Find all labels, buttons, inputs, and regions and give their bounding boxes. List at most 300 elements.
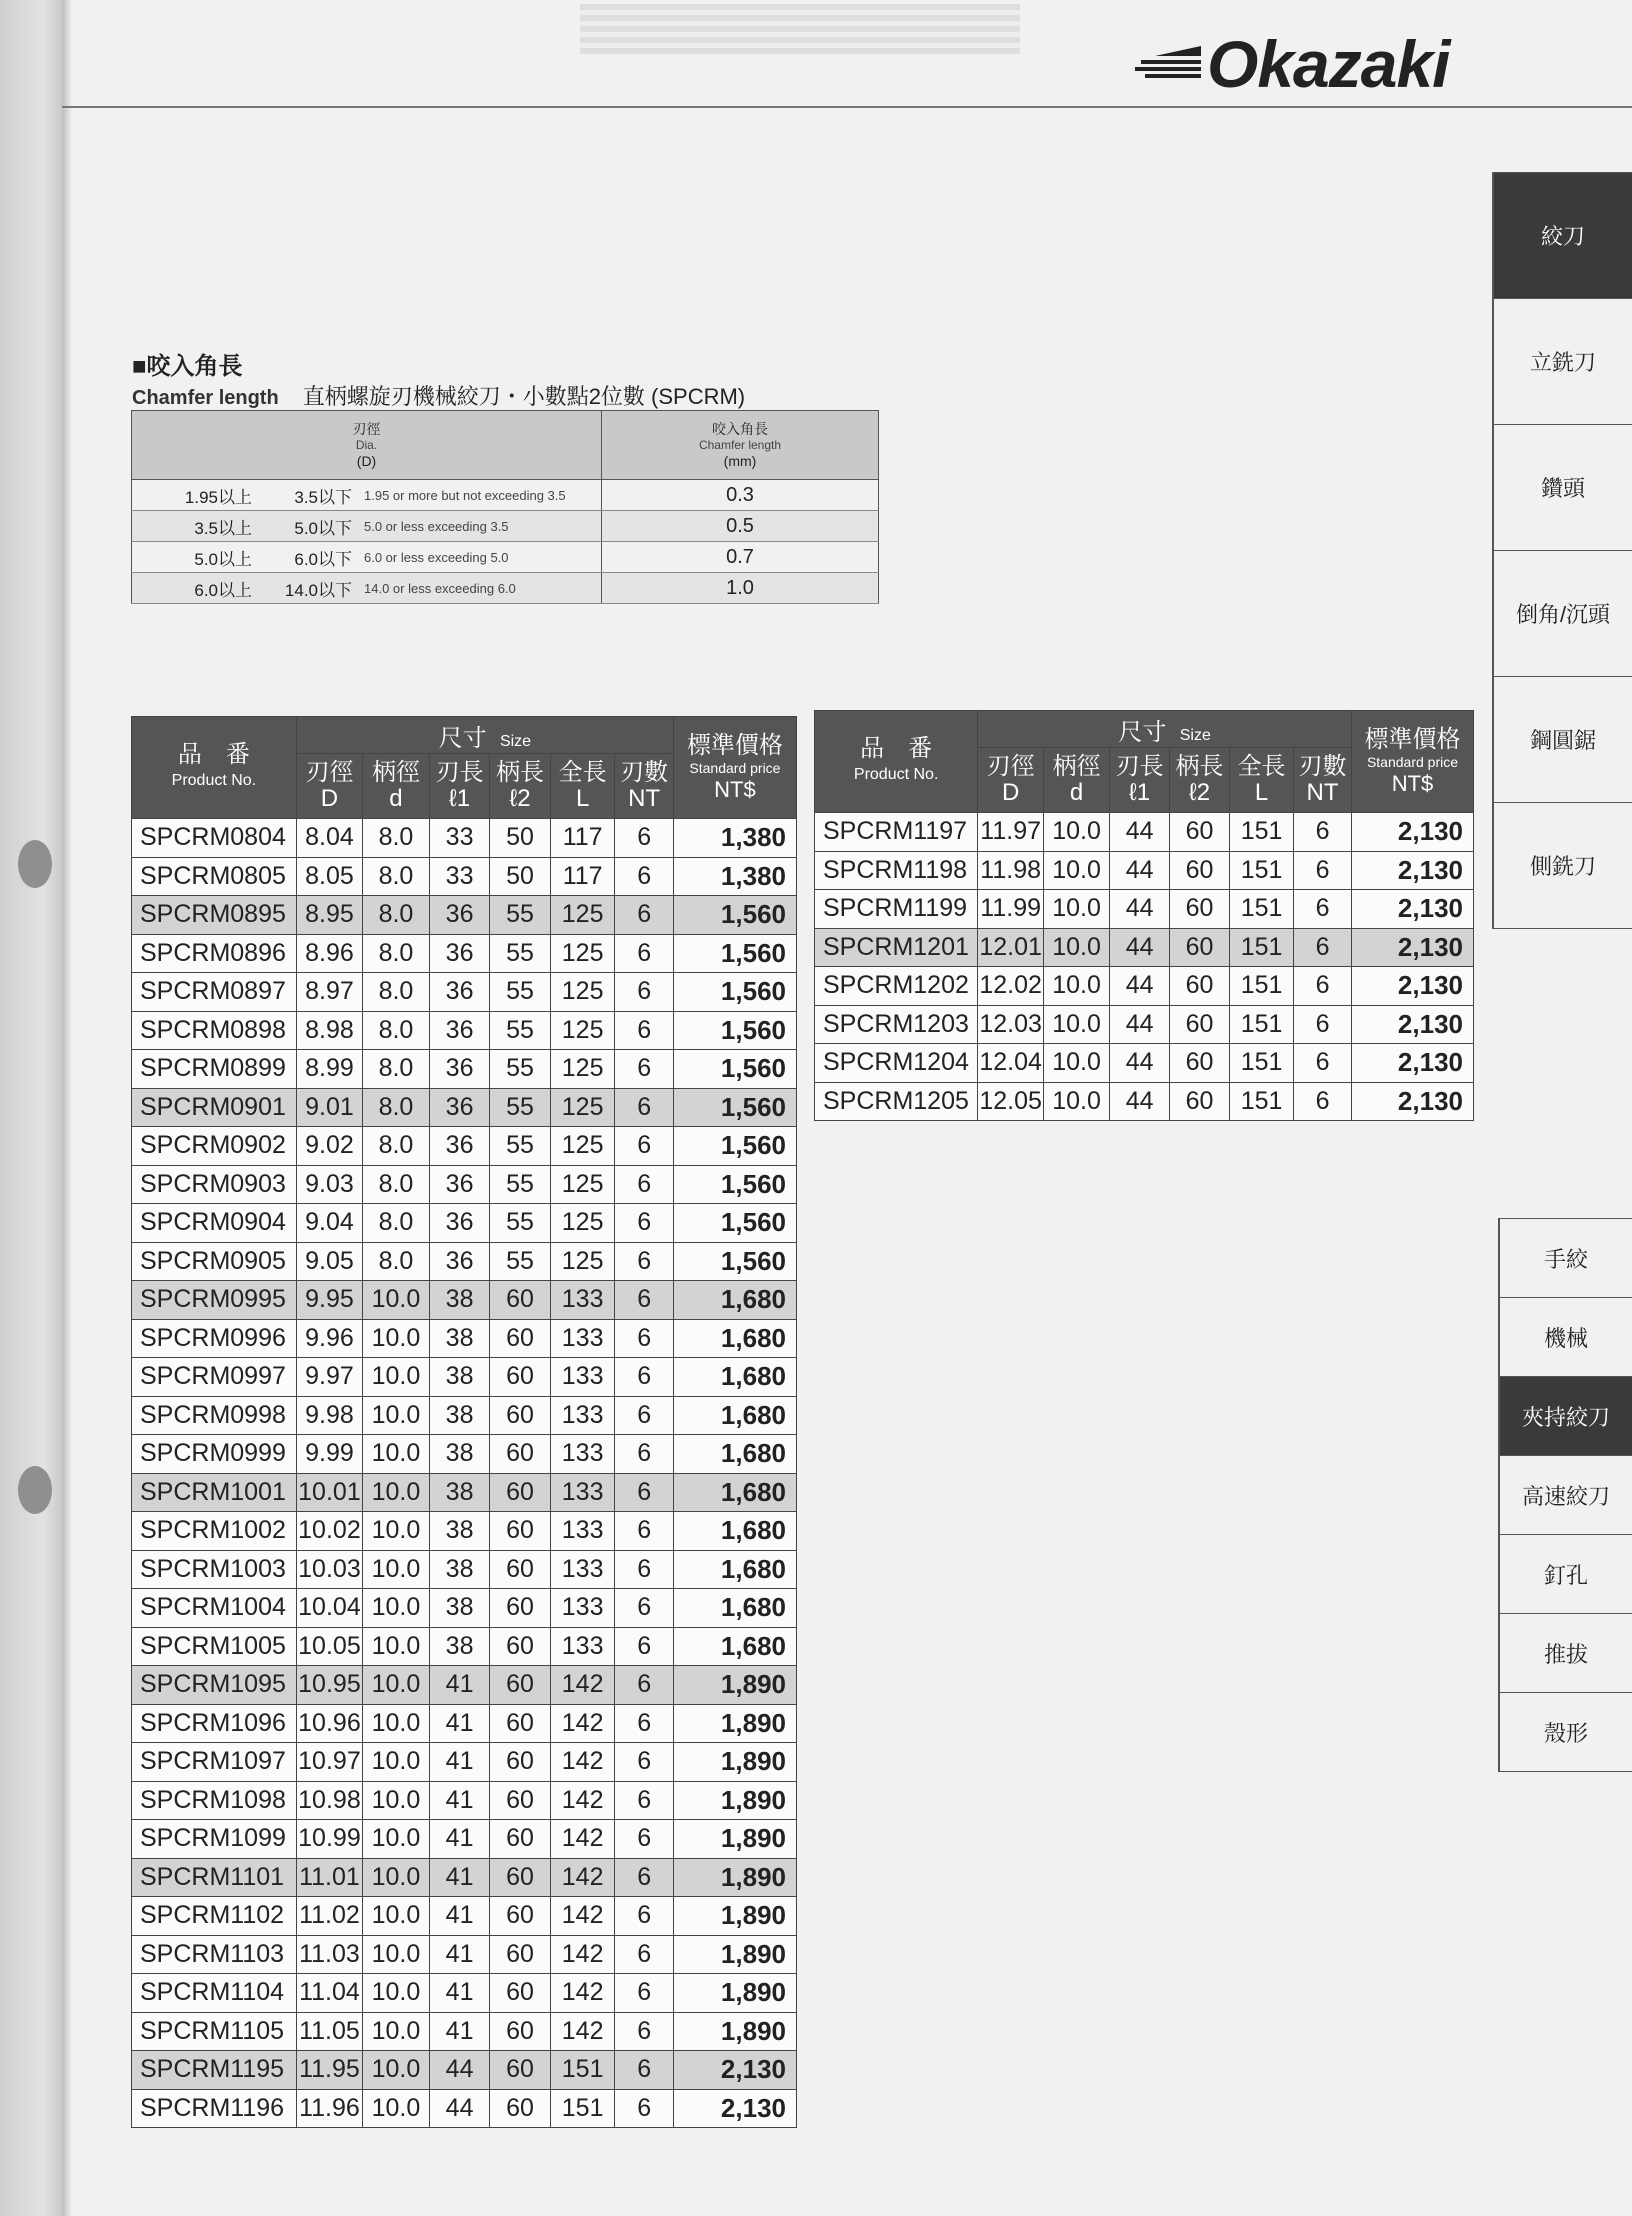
chamfer-value: 0.3 xyxy=(602,480,879,511)
chamfer-row xyxy=(132,480,879,511)
cell-price: 1,890 xyxy=(673,1897,796,1936)
cell-dia-D: 12.01 xyxy=(978,928,1044,967)
table-row xyxy=(132,2051,797,2090)
cell-shank-d: 10.0 xyxy=(363,1358,430,1397)
cell-overall-L: 151 xyxy=(1230,967,1294,1006)
cell-flutes-NT: 6 xyxy=(615,1319,673,1358)
cell-flute-l1: 36 xyxy=(429,1088,489,1127)
cell-price: 1,560 xyxy=(673,1204,796,1243)
cell-flute-l1: 44 xyxy=(1110,928,1170,967)
table-row xyxy=(132,1820,797,1859)
table-row xyxy=(815,1005,1474,1044)
cell-product-no: SPCRM0995 xyxy=(132,1281,297,1320)
cell-dia-D: 8.98 xyxy=(296,1011,362,1050)
cell-product-no: SPCRM1104 xyxy=(132,1974,297,2013)
cell-price: 2,130 xyxy=(1351,928,1473,967)
cell-shank-l2: 60 xyxy=(490,1512,550,1551)
cell-shank-l2: 55 xyxy=(490,1011,550,1050)
cell-product-no: SPCRM1097 xyxy=(132,1743,297,1782)
cell-dia-D: 9.03 xyxy=(296,1165,362,1204)
cell-price: 1,890 xyxy=(673,1974,796,2013)
cell-overall-L: 151 xyxy=(1230,813,1294,852)
cell-flutes-NT: 6 xyxy=(615,857,673,896)
cell-shank-l2: 60 xyxy=(490,1781,550,1820)
table-row xyxy=(132,1396,797,1435)
cell-product-no: SPCRM1204 xyxy=(815,1044,978,1083)
header-col: 刃徑 D xyxy=(978,748,1044,813)
cell-flute-l1: 38 xyxy=(429,1281,489,1320)
chamfer-row xyxy=(132,573,879,604)
cell-shank-d: 10.0 xyxy=(363,1589,430,1628)
cell-shank-l2: 60 xyxy=(490,1627,550,1666)
cell-dia-D: 10.99 xyxy=(296,1820,362,1859)
side-tab[interactable]: 倒角/沉頭 xyxy=(1492,551,1632,677)
cell-product-no: SPCRM0897 xyxy=(132,973,297,1012)
cell-dia-D: 11.05 xyxy=(296,2012,362,2051)
binder-hole xyxy=(18,840,52,888)
cell-price: 1,560 xyxy=(673,1088,796,1127)
cell-flutes-NT: 6 xyxy=(615,1550,673,1589)
cell-flute-l1: 44 xyxy=(1110,1082,1170,1121)
cell-shank-l2: 60 xyxy=(490,1396,550,1435)
header-col: 刃數 NT xyxy=(615,754,673,819)
header-chamfer-length: 咬入角長 Chamfer length (mm) xyxy=(602,411,879,480)
cell-overall-L: 142 xyxy=(550,1935,615,1974)
cell-product-no: SPCRM1197 xyxy=(815,813,978,852)
range-to: 5.0以下 xyxy=(294,518,352,538)
cell-dia-D: 9.99 xyxy=(296,1435,362,1474)
header-col: 刃長 ℓ1 xyxy=(1110,748,1170,813)
table-row xyxy=(132,1550,797,1589)
cell-dia-D: 9.98 xyxy=(296,1396,362,1435)
subtitle-zh: 直柄螺旋刃機械絞刀・小數點2位數 (SPCRM) xyxy=(302,384,746,409)
side-tab[interactable]: 手絞 xyxy=(1498,1218,1632,1298)
cell-overall-L: 151 xyxy=(1230,851,1294,890)
cell-price: 2,130 xyxy=(1351,890,1473,929)
cell-shank-d: 10.0 xyxy=(363,1512,430,1551)
cell-shank-d: 8.0 xyxy=(363,857,430,896)
side-tab[interactable]: 夾持絞刀 xyxy=(1498,1377,1632,1456)
cell-product-no: SPCRM1103 xyxy=(132,1935,297,1974)
cell-price: 1,680 xyxy=(673,1512,796,1551)
cell-flute-l1: 41 xyxy=(429,1666,489,1705)
cell-overall-L: 142 xyxy=(550,1666,615,1705)
cell-overall-L: 133 xyxy=(550,1319,615,1358)
header-col: 柄長 ℓ2 xyxy=(490,754,550,819)
cell-dia-D: 11.03 xyxy=(296,1935,362,1974)
header-col: 柄長 ℓ2 xyxy=(1170,748,1230,813)
table-row xyxy=(132,973,797,1012)
cell-product-no: SPCRM0899 xyxy=(132,1050,297,1089)
cell-product-no: SPCRM1095 xyxy=(132,1666,297,1705)
cell-shank-d: 10.0 xyxy=(363,1820,430,1859)
cell-shank-l2: 60 xyxy=(490,1666,550,1705)
header-product-no: 品 番 Product No. xyxy=(132,717,297,819)
cell-flutes-NT: 6 xyxy=(1294,890,1352,929)
cell-shank-l2: 60 xyxy=(1170,1044,1230,1083)
table-row xyxy=(132,1858,797,1897)
cell-overall-L: 151 xyxy=(1230,1005,1294,1044)
range-en: 5.0 or less exceeding 3.5 xyxy=(364,518,509,534)
cell-product-no: SPCRM0904 xyxy=(132,1204,297,1243)
cell-overall-L: 142 xyxy=(550,1820,615,1859)
cell-price: 2,130 xyxy=(673,2051,796,2090)
cell-flute-l1: 41 xyxy=(429,1935,489,1974)
table-row xyxy=(815,967,1474,1006)
cell-overall-L: 142 xyxy=(550,1858,615,1897)
cell-flute-l1: 44 xyxy=(1110,1005,1170,1044)
cell-dia-D: 9.96 xyxy=(296,1319,362,1358)
cell-flute-l1: 41 xyxy=(429,1897,489,1936)
cell-price: 1,890 xyxy=(673,1935,796,1974)
cell-shank-d: 10.0 xyxy=(363,1781,430,1820)
cell-product-no: SPCRM1202 xyxy=(815,967,978,1006)
cell-product-no: SPCRM1001 xyxy=(132,1473,297,1512)
cell-flute-l1: 44 xyxy=(1110,813,1170,852)
cell-flute-l1: 36 xyxy=(429,973,489,1012)
cell-shank-l2: 60 xyxy=(1170,851,1230,890)
cell-shank-l2: 60 xyxy=(490,1858,550,1897)
cell-shank-d: 8.0 xyxy=(363,1050,430,1089)
cell-overall-L: 133 xyxy=(550,1589,615,1628)
cell-flutes-NT: 6 xyxy=(615,1704,673,1743)
cell-flutes-NT: 6 xyxy=(1294,928,1352,967)
cell-flute-l1: 44 xyxy=(1110,890,1170,929)
cell-flute-l1: 38 xyxy=(429,1550,489,1589)
cell-flute-l1: 41 xyxy=(429,1820,489,1859)
cell-dia-D: 12.02 xyxy=(978,967,1044,1006)
cell-shank-l2: 60 xyxy=(490,1319,550,1358)
cell-price: 1,560 xyxy=(673,973,796,1012)
side-tab[interactable]: 鑽頭 xyxy=(1492,425,1632,551)
side-tab[interactable]: 釘孔 xyxy=(1498,1535,1632,1614)
cell-shank-l2: 55 xyxy=(490,1242,550,1281)
cell-overall-L: 125 xyxy=(550,1127,615,1166)
range-from: 3.5以上 xyxy=(194,518,252,538)
table-row xyxy=(815,928,1474,967)
table-row xyxy=(132,2012,797,2051)
cell-flute-l1: 33 xyxy=(429,857,489,896)
cell-flutes-NT: 6 xyxy=(615,1666,673,1705)
cell-shank-l2: 60 xyxy=(490,1935,550,1974)
table-row xyxy=(815,1044,1474,1083)
cell-shank-d: 10.0 xyxy=(1044,890,1110,929)
header-col: 柄徑 d xyxy=(1044,748,1110,813)
cell-price: 1,560 xyxy=(673,1242,796,1281)
table-row xyxy=(815,851,1474,890)
cell-shank-d: 10.0 xyxy=(363,1319,430,1358)
table-row xyxy=(132,1165,797,1204)
header-col: 柄徑 d xyxy=(363,754,430,819)
cell-flute-l1: 38 xyxy=(429,1512,489,1551)
cell-shank-d: 8.0 xyxy=(363,973,430,1012)
cell-dia-D: 8.96 xyxy=(296,934,362,973)
cell-overall-L: 151 xyxy=(1230,1082,1294,1121)
cell-product-no: SPCRM1098 xyxy=(132,1781,297,1820)
cell-dia-D: 10.98 xyxy=(296,1781,362,1820)
cell-product-no: SPCRM1099 xyxy=(132,1820,297,1859)
cell-shank-d: 10.0 xyxy=(363,1743,430,1782)
cell-price: 1,680 xyxy=(673,1473,796,1512)
cell-shank-d: 8.0 xyxy=(363,819,430,858)
cell-price: 2,130 xyxy=(1351,1005,1473,1044)
cell-flute-l1: 36 xyxy=(429,1011,489,1050)
cell-overall-L: 117 xyxy=(550,819,615,858)
table-row xyxy=(815,1082,1474,1121)
cell-flutes-NT: 6 xyxy=(615,2012,673,2051)
table-row xyxy=(132,1589,797,1628)
cell-shank-l2: 60 xyxy=(490,1550,550,1589)
cell-shank-d: 10.0 xyxy=(363,1704,430,1743)
cell-flutes-NT: 6 xyxy=(615,1396,673,1435)
table-row xyxy=(132,1704,797,1743)
cell-flute-l1: 36 xyxy=(429,896,489,935)
cell-overall-L: 142 xyxy=(550,2012,615,2051)
cell-flutes-NT: 6 xyxy=(615,1858,673,1897)
cell-flutes-NT: 6 xyxy=(1294,1044,1352,1083)
cell-dia-D: 12.05 xyxy=(978,1082,1044,1121)
table-row xyxy=(132,1281,797,1320)
header-col: 刃數 NT xyxy=(1294,748,1352,813)
side-tab[interactable]: 立銑刀 xyxy=(1492,299,1632,425)
side-tab[interactable]: 高速絞刀 xyxy=(1498,1456,1632,1535)
chamfer-value: 1.0 xyxy=(602,573,879,604)
cell-product-no: SPCRM0898 xyxy=(132,1011,297,1050)
cell-flutes-NT: 6 xyxy=(615,1088,673,1127)
cell-price: 1,680 xyxy=(673,1589,796,1628)
cell-dia-D: 10.01 xyxy=(296,1473,362,1512)
cell-product-no: SPCRM1203 xyxy=(815,1005,978,1044)
product-table-left xyxy=(131,716,797,2128)
cell-product-no: SPCRM1102 xyxy=(132,1897,297,1936)
table-row xyxy=(132,1974,797,2013)
cell-product-no: SPCRM1096 xyxy=(132,1704,297,1743)
side-tab[interactable]: 鋼圓鋸 xyxy=(1492,677,1632,803)
cell-flutes-NT: 6 xyxy=(615,1281,673,1320)
cell-product-no: SPCRM1101 xyxy=(132,1858,297,1897)
cell-flutes-NT: 6 xyxy=(615,1781,673,1820)
cell-dia-D: 9.05 xyxy=(296,1242,362,1281)
cell-overall-L: 133 xyxy=(550,1473,615,1512)
cell-shank-d: 10.0 xyxy=(363,2051,430,2090)
table-row xyxy=(132,2089,797,2128)
cell-flute-l1: 38 xyxy=(429,1589,489,1628)
cell-flute-l1: 36 xyxy=(429,1242,489,1281)
cell-flutes-NT: 6 xyxy=(615,1897,673,1936)
side-tab[interactable]: 機械 xyxy=(1498,1298,1632,1377)
header-size: 尺寸 Size xyxy=(296,717,673,754)
cell-shank-l2: 60 xyxy=(490,1897,550,1936)
side-tab[interactable]: 推拔 xyxy=(1498,1614,1632,1693)
table-row xyxy=(132,1050,797,1089)
range-to: 3.5以下 xyxy=(294,487,352,507)
side-index-tabs-top xyxy=(1492,172,1632,929)
cell-dia-D: 10.95 xyxy=(296,1666,362,1705)
cell-overall-L: 125 xyxy=(550,1088,615,1127)
range-to: 6.0以下 xyxy=(294,549,352,569)
cell-overall-L: 125 xyxy=(550,896,615,935)
cell-flute-l1: 38 xyxy=(429,1435,489,1474)
cell-shank-d: 10.0 xyxy=(363,1396,430,1435)
cell-flute-l1: 41 xyxy=(429,1704,489,1743)
cell-shank-l2: 50 xyxy=(490,857,550,896)
side-tab[interactable]: 絞刀 xyxy=(1492,172,1632,299)
side-tab[interactable]: 側銑刀 xyxy=(1492,803,1632,929)
header-col: 刃長 ℓ1 xyxy=(429,754,489,819)
cell-dia-D: 11.99 xyxy=(978,890,1044,929)
cell-shank-l2: 60 xyxy=(490,1704,550,1743)
cell-product-no: SPCRM0998 xyxy=(132,1396,297,1435)
cell-dia-D: 8.99 xyxy=(296,1050,362,1089)
cell-price: 1,680 xyxy=(673,1396,796,1435)
cell-overall-L: 117 xyxy=(550,857,615,896)
cell-flute-l1: 41 xyxy=(429,1781,489,1820)
table-row xyxy=(132,1127,797,1166)
cell-overall-L: 133 xyxy=(550,1512,615,1551)
cell-flute-l1: 36 xyxy=(429,1050,489,1089)
cell-overall-L: 125 xyxy=(550,1204,615,1243)
cell-shank-l2: 60 xyxy=(490,1281,550,1320)
cell-price: 2,130 xyxy=(1351,851,1473,890)
cell-shank-l2: 60 xyxy=(1170,1082,1230,1121)
table-row xyxy=(132,896,797,935)
cell-flutes-NT: 6 xyxy=(615,1242,673,1281)
cell-overall-L: 125 xyxy=(550,934,615,973)
cell-overall-L: 142 xyxy=(550,1974,615,2013)
cell-flutes-NT: 6 xyxy=(615,1011,673,1050)
cell-product-no: SPCRM0805 xyxy=(132,857,297,896)
cell-flutes-NT: 6 xyxy=(615,1512,673,1551)
cell-dia-D: 10.96 xyxy=(296,1704,362,1743)
header-col: 全長 L xyxy=(550,754,615,819)
table-row xyxy=(132,1512,797,1551)
cell-flute-l1: 36 xyxy=(429,1127,489,1166)
range-from: 5.0以上 xyxy=(194,549,252,569)
cell-flutes-NT: 6 xyxy=(615,1820,673,1859)
cell-dia-D: 8.97 xyxy=(296,973,362,1012)
cell-flute-l1: 36 xyxy=(429,1165,489,1204)
table-row xyxy=(815,890,1474,929)
cell-shank-l2: 60 xyxy=(490,1743,550,1782)
cell-price: 2,130 xyxy=(1351,813,1473,852)
range-from: 6.0以上 xyxy=(194,580,252,600)
cell-shank-d: 10.0 xyxy=(1044,813,1110,852)
cell-flute-l1: 36 xyxy=(429,1204,489,1243)
cell-price: 1,680 xyxy=(673,1435,796,1474)
cell-shank-d: 10.0 xyxy=(363,1627,430,1666)
chamfer-value: 0.7 xyxy=(602,542,879,573)
cell-flutes-NT: 6 xyxy=(1294,1005,1352,1044)
cell-price: 1,680 xyxy=(673,1281,796,1320)
cell-dia-D: 11.04 xyxy=(296,1974,362,2013)
cell-shank-d: 8.0 xyxy=(363,1011,430,1050)
cell-overall-L: 151 xyxy=(550,2089,615,2128)
cell-price: 1,560 xyxy=(673,1165,796,1204)
cell-flutes-NT: 6 xyxy=(615,1935,673,1974)
cell-shank-d: 10.0 xyxy=(1044,851,1110,890)
table-row xyxy=(132,1204,797,1243)
cell-overall-L: 151 xyxy=(1230,890,1294,929)
chamfer-row xyxy=(132,542,879,573)
cell-flutes-NT: 6 xyxy=(615,1974,673,2013)
cell-shank-d: 10.0 xyxy=(1044,928,1110,967)
cell-shank-l2: 55 xyxy=(490,973,550,1012)
range-en: 1.95 or more but not exceeding 3.5 xyxy=(364,487,566,503)
table-row xyxy=(815,813,1474,852)
table-row xyxy=(132,1781,797,1820)
cell-flute-l1: 44 xyxy=(429,2051,489,2090)
cell-flutes-NT: 6 xyxy=(615,819,673,858)
brand-logo xyxy=(1135,22,1450,106)
cell-shank-l2: 60 xyxy=(490,1435,550,1474)
cell-price: 1,680 xyxy=(673,1358,796,1397)
cell-flutes-NT: 6 xyxy=(615,1165,673,1204)
cell-flute-l1: 38 xyxy=(429,1319,489,1358)
cell-product-no: SPCRM1002 xyxy=(132,1512,297,1551)
cell-shank-d: 8.0 xyxy=(363,1242,430,1281)
cell-overall-L: 133 xyxy=(550,1358,615,1397)
cell-overall-L: 133 xyxy=(550,1281,615,1320)
cell-price: 1,560 xyxy=(673,896,796,935)
cell-dia-D: 8.04 xyxy=(296,819,362,858)
cell-price: 1,560 xyxy=(673,1050,796,1089)
cell-price: 1,890 xyxy=(673,1704,796,1743)
cell-price: 1,890 xyxy=(673,1743,796,1782)
cell-shank-l2: 55 xyxy=(490,1088,550,1127)
cell-overall-L: 151 xyxy=(550,2051,615,2090)
cell-flutes-NT: 6 xyxy=(1294,813,1352,852)
header-rule xyxy=(62,106,1632,108)
cell-dia-D: 10.04 xyxy=(296,1589,362,1628)
cell-price: 1,380 xyxy=(673,819,796,858)
cell-flutes-NT: 6 xyxy=(615,1127,673,1166)
cell-shank-d: 10.0 xyxy=(1044,1082,1110,1121)
brand-speed-lines-icon xyxy=(1135,44,1201,84)
header-dia: 刃徑 Dia. (D) xyxy=(132,411,602,480)
cell-overall-L: 133 xyxy=(550,1627,615,1666)
range-from: 1.95以上 xyxy=(184,487,252,507)
cell-product-no: SPCRM1195 xyxy=(132,2051,297,2090)
cell-product-no: SPCRM0996 xyxy=(132,1319,297,1358)
header-standard-price: 標準價格 Standard price NT$ xyxy=(1351,711,1473,813)
cell-shank-d: 8.0 xyxy=(363,896,430,935)
binder-hole xyxy=(18,1466,52,1514)
table-row xyxy=(132,857,797,896)
cell-product-no: SPCRM1004 xyxy=(132,1589,297,1628)
cell-shank-d: 10.0 xyxy=(363,1473,430,1512)
cell-price: 1,560 xyxy=(673,1011,796,1050)
cell-flutes-NT: 6 xyxy=(615,934,673,973)
subtitle-en: Chamfer length xyxy=(132,387,279,409)
cell-shank-d: 10.0 xyxy=(363,1974,430,2013)
cell-shank-l2: 60 xyxy=(1170,813,1230,852)
range-en: 14.0 or less exceeding 6.0 xyxy=(364,580,516,596)
page-curl-shadow xyxy=(62,0,72,2216)
cell-shank-d: 10.0 xyxy=(363,1550,430,1589)
side-tab[interactable]: 殼形 xyxy=(1498,1693,1632,1772)
cell-overall-L: 142 xyxy=(550,1743,615,1782)
cell-overall-L: 133 xyxy=(550,1550,615,1589)
cell-flutes-NT: 6 xyxy=(615,1627,673,1666)
cell-dia-D: 9.01 xyxy=(296,1088,362,1127)
table-row xyxy=(132,1935,797,1974)
cell-shank-l2: 55 xyxy=(490,1050,550,1089)
chamfer-length-table xyxy=(131,410,879,604)
cell-dia-D: 9.97 xyxy=(296,1358,362,1397)
chamfer-row xyxy=(132,511,879,542)
cell-dia-D: 9.04 xyxy=(296,1204,362,1243)
cell-dia-D: 11.02 xyxy=(296,1897,362,1936)
